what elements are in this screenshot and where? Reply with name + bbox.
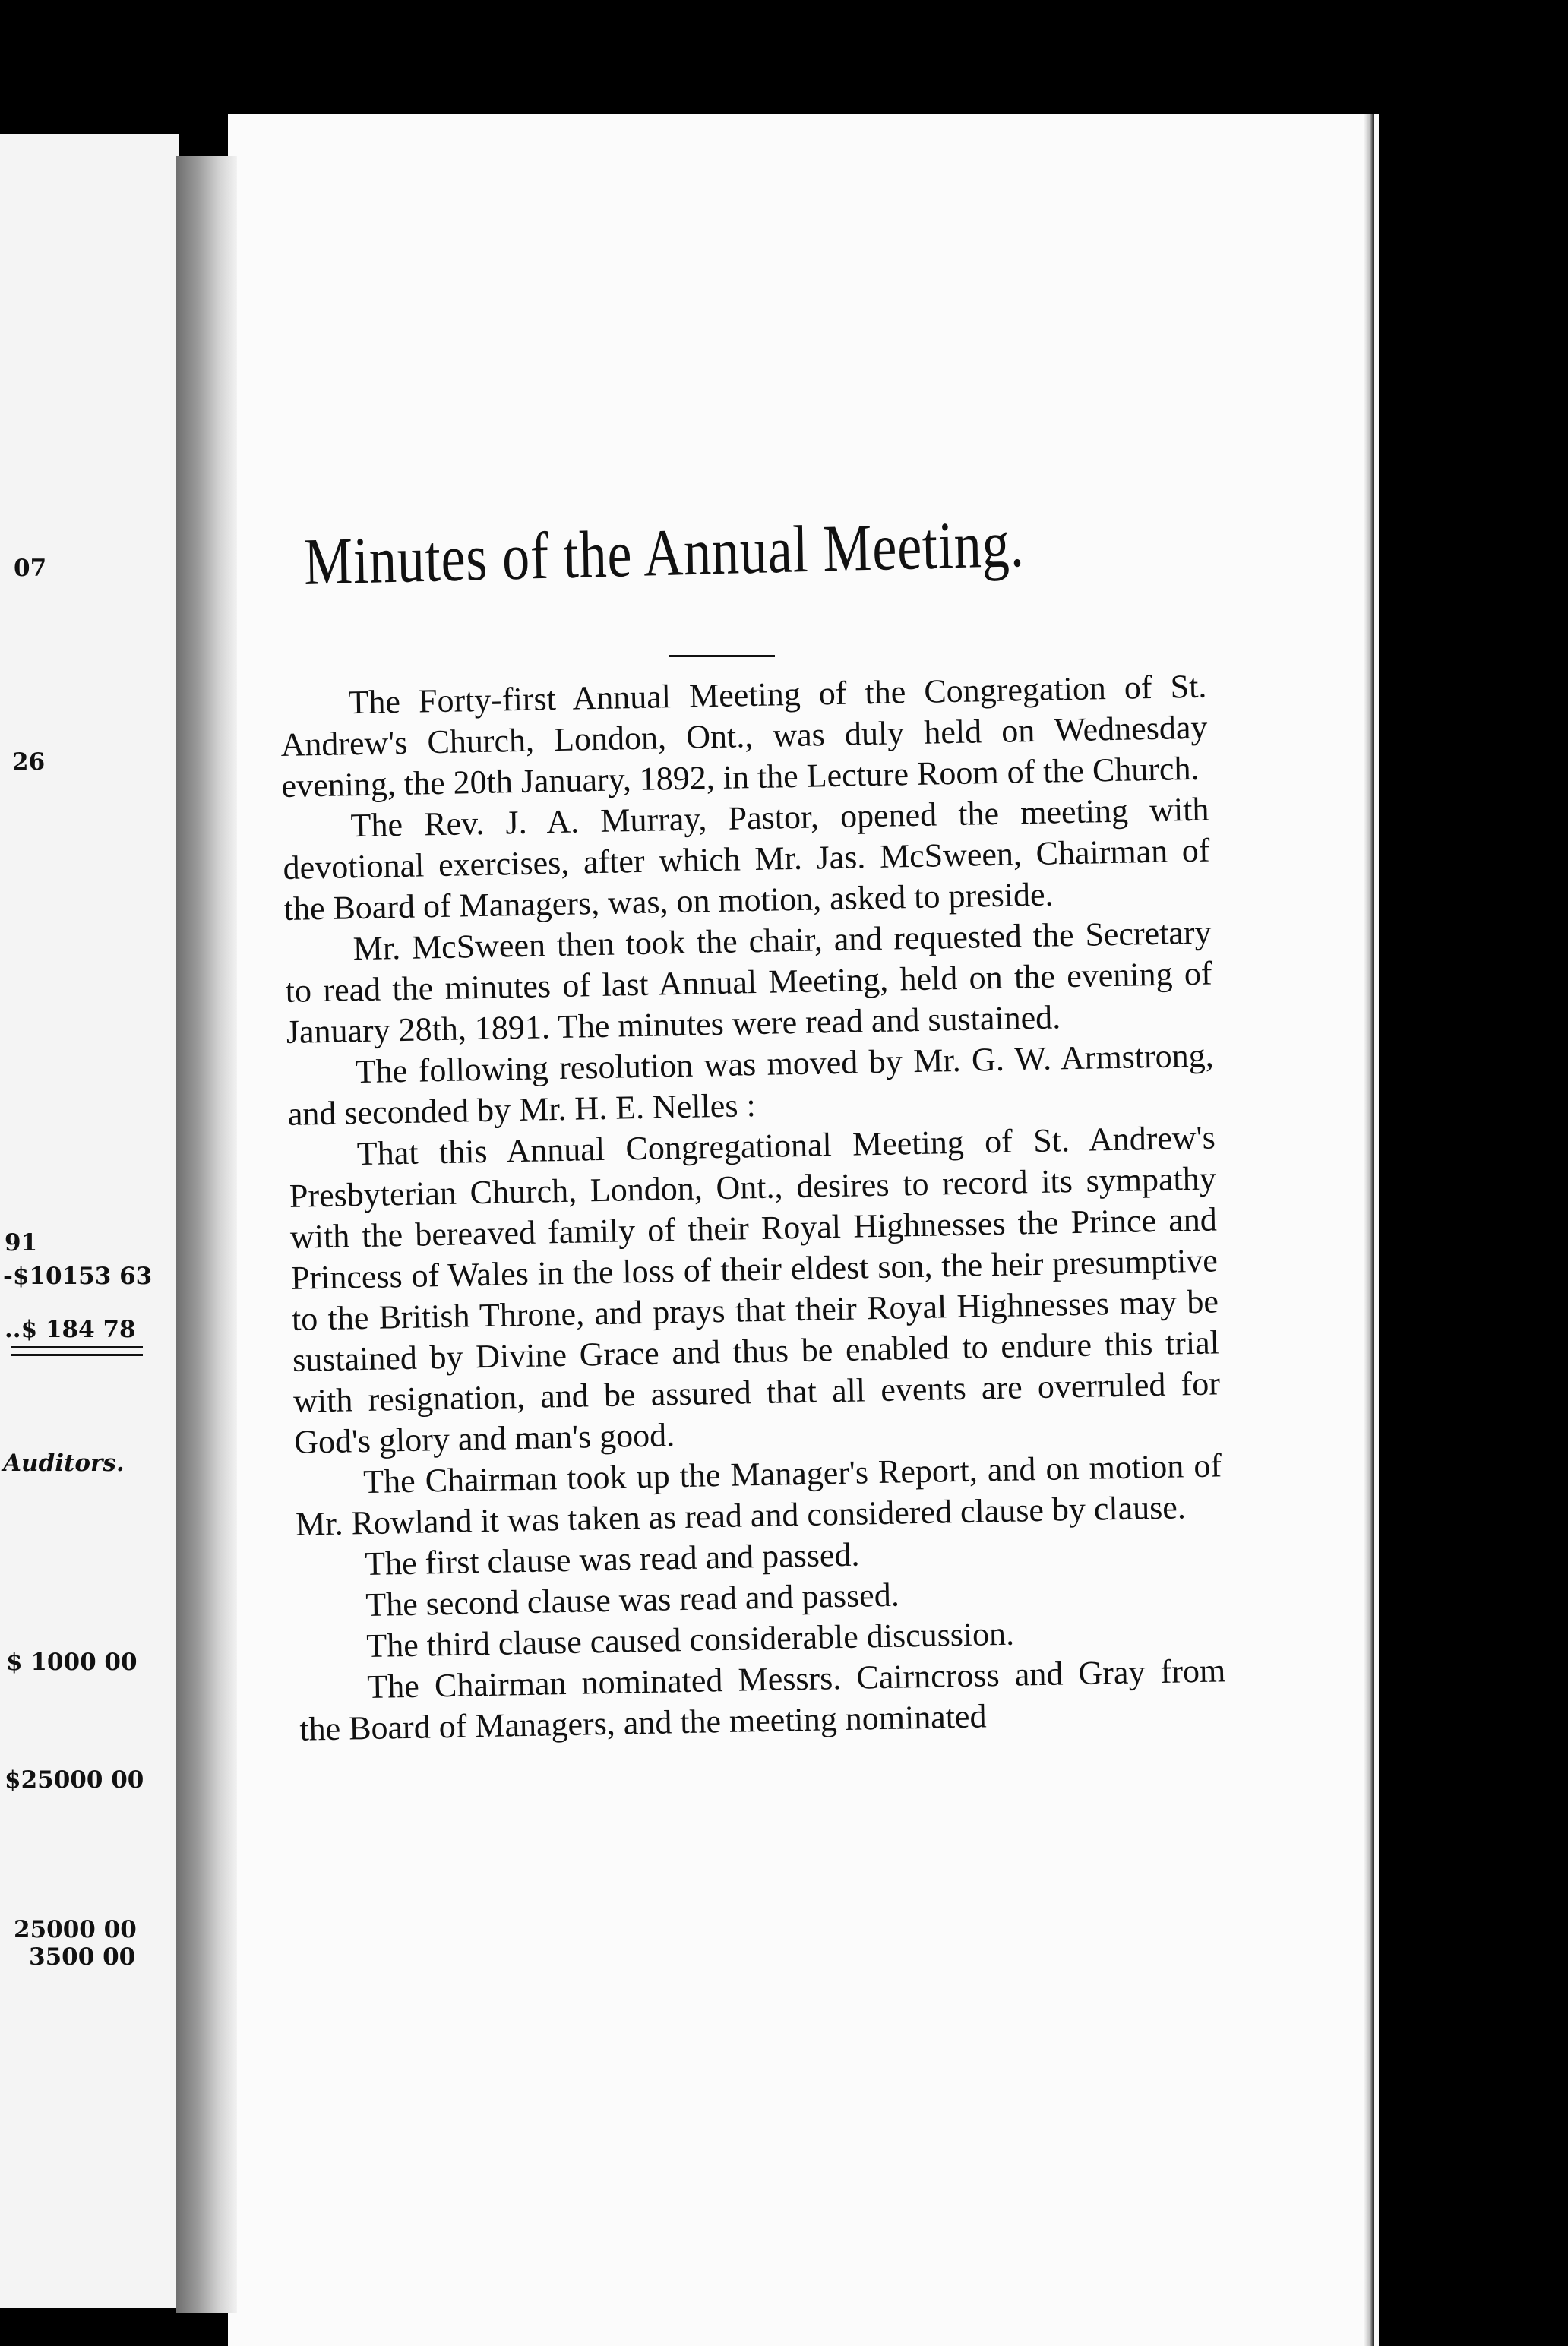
- previous-page-fragment: [0, 134, 179, 2308]
- left-fragment-9: 25000 00: [14, 1916, 137, 1943]
- paragraph-10: The Chairman nominated Messrs. Cairncross and Gray from the Board of Managers, and the meeting nominated: [299, 1652, 1226, 1748]
- left-fragment-1: 07: [14, 555, 47, 582]
- left-total-rule: [11, 1346, 143, 1348]
- left-fragment-3: 91: [5, 1229, 38, 1257]
- paragraph-9: The third clause caused considerable discussion.: [365, 1614, 1015, 1665]
- page-title: Minutes of the Annual Meeting.: [303, 507, 1026, 599]
- paragraph-8: The second clause was read and passed.: [365, 1576, 900, 1624]
- paragraph-7: The first clause was read and passed.: [364, 1535, 860, 1583]
- left-fragment-5: ..$ 184 78: [5, 1316, 136, 1343]
- left-fragment-8: $25000 00: [5, 1766, 144, 1794]
- left-fragment-7: $ 1000 00: [6, 1649, 138, 1676]
- left-fragment-4: -$10153 63: [3, 1263, 153, 1290]
- paragraph-4: The following resolution was moved by Mr. G. W. Armstrong, and seconded by Mr. H. E. Nelles :: [287, 1036, 1215, 1133]
- left-fragment-6: Auditors.: [3, 1450, 125, 1477]
- title-divider: [669, 655, 775, 657]
- left-fragment-10: 3500 00: [29, 1943, 136, 1971]
- paragraph-3: Mr. McSween then took the chair, and requested the Secretary to read the minutes of last Annual Meeting, held on the evening of January 28th, 1891. The minutes were read and sustained.: [285, 913, 1213, 1051]
- gutter-shadow: [176, 156, 237, 2313]
- minutes-body: [280, 666, 1227, 1750]
- left-fragment-2: 26: [12, 748, 46, 776]
- paragraph-6: The Chairman took up the Manager's Report, and on motion of Mr. Rowland it was taken as read and considered clause by clause.: [295, 1446, 1222, 1543]
- paragraph-2: The Rev. J. A. Murray, Pastor, opened the meeting with devotional exercises, after which Mr. Jas. McSween, Chairman of the Board of Managers, was, on motion, asked to preside.: [283, 790, 1210, 928]
- page-edge: [1364, 114, 1374, 2346]
- left-total-rule-double: [11, 1354, 143, 1356]
- paragraph-5: That this Annual Congregational Meeting of St. Andrew's Presbyterian Church, London, Ont., desires to record its sympathy with the bereaved family of their Royal Highnesses the Prince and Princess of Wales in the loss of their eldest son, the heir presumptive to the British Throne, and prays that their Royal Highnesses may be sustained by Divine Grace and thus be enabled to endure this trial with resignation, and be assured that all events are overruled for God's glory and man's good.: [289, 1118, 1221, 1461]
- paragraph-1: The Forty-first Annual Meeting of the Congregation of St. Andrew's Church, London, Ont., was duly held on Wednesday evening, the 20th January, 1892, in the Lecture Room of the Church.: [280, 667, 1208, 805]
